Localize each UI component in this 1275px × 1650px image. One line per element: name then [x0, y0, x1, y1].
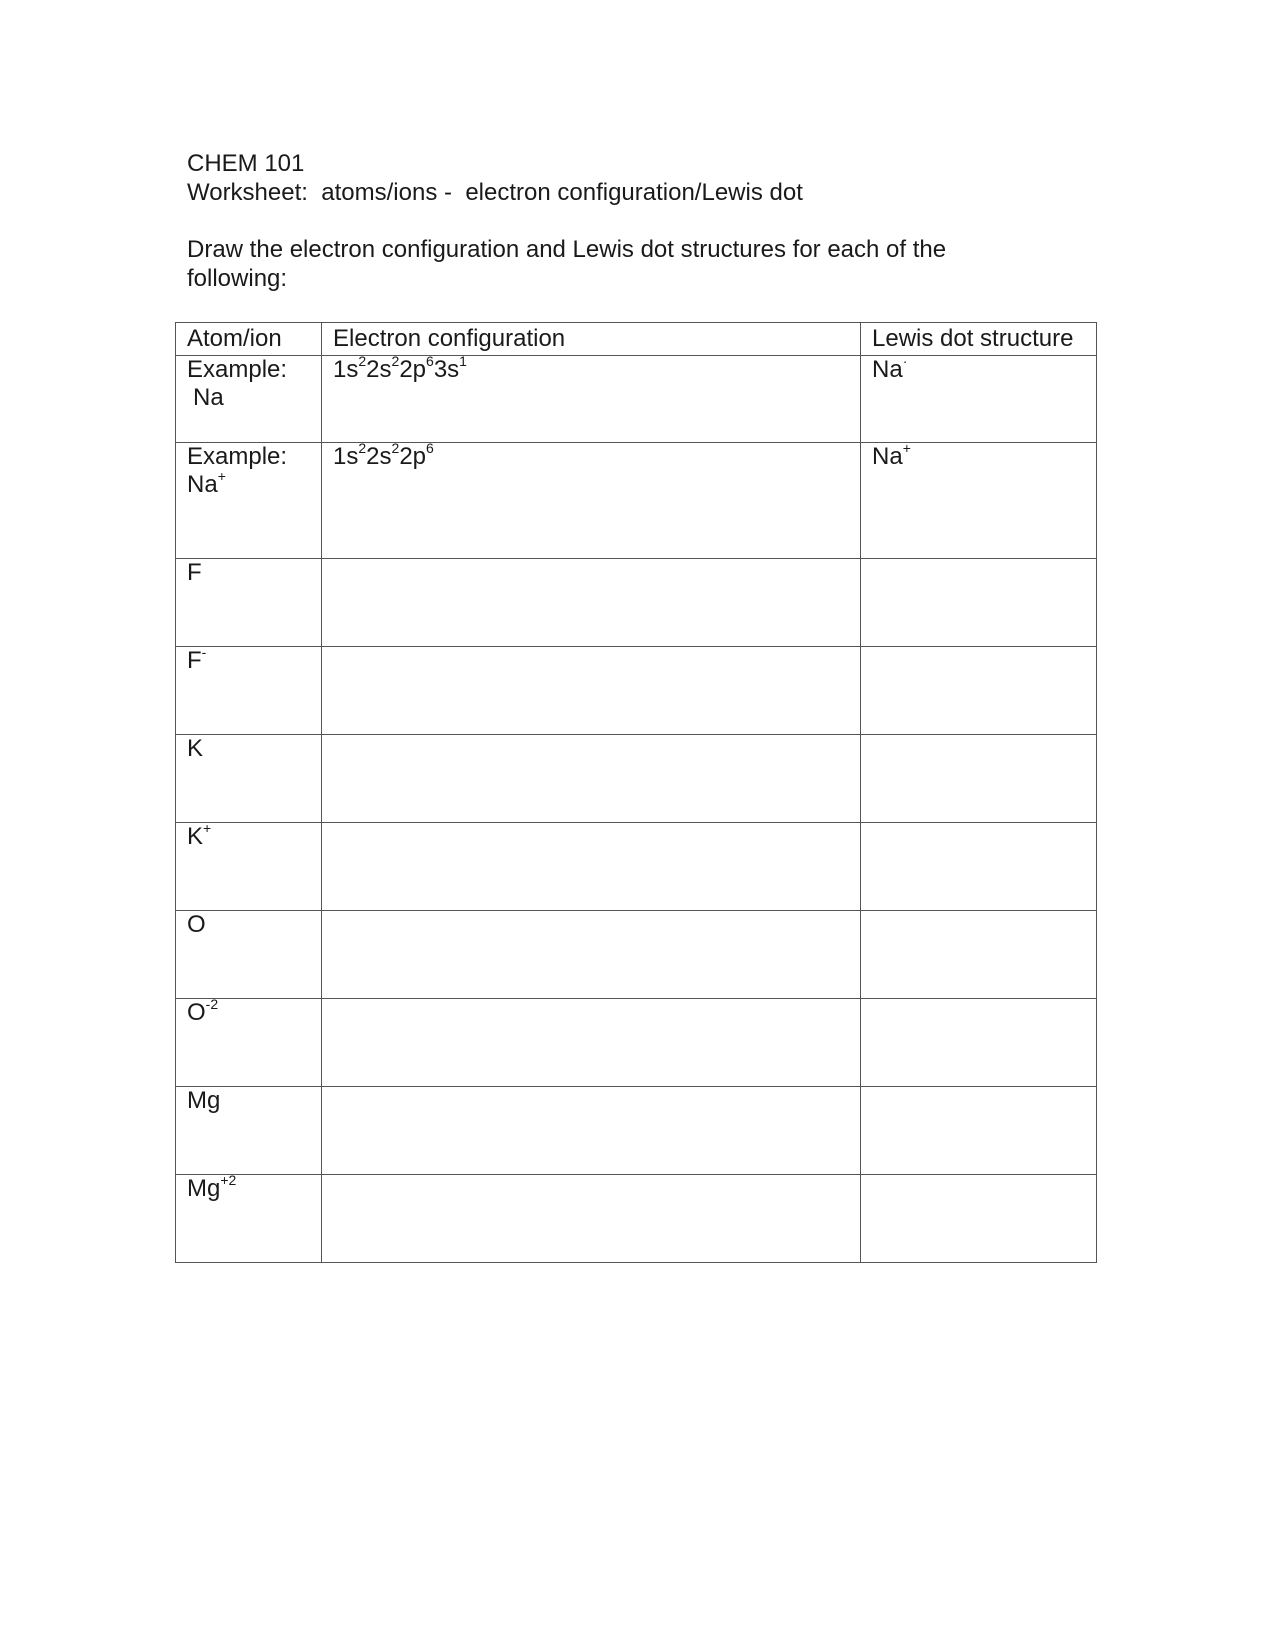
instructions-line-1: Draw the electron configuration and Lewis dot structures for each of the [187, 236, 947, 263]
table-row [176, 1087, 1097, 1175]
lewis-cell [861, 443, 1097, 559]
config-cell [322, 443, 861, 559]
worksheet-table [175, 322, 1097, 1263]
header-lewis-dot-structure: Lewis dot structure [861, 323, 1097, 356]
config-answer-blank[interactable] [322, 911, 861, 999]
atom-cell [176, 443, 322, 559]
atom-symbol: Na [193, 384, 224, 411]
lewis-answer-blank[interactable] [861, 559, 1097, 647]
config-answer-blank[interactable] [322, 559, 861, 647]
atom-cell: $O^{-2}$ [176, 999, 322, 1087]
config-answer-blank[interactable] [322, 735, 861, 823]
example-label: Example: [187, 443, 288, 470]
lewis-cell [861, 356, 1097, 443]
config-answer-blank[interactable] [322, 823, 861, 911]
table-row [176, 647, 1097, 735]
atom-cell: Mg [176, 1087, 322, 1175]
atom-cell: $Mg^{+2}$ [176, 1175, 322, 1263]
table-row [176, 559, 1097, 647]
table-row [176, 911, 1097, 999]
config-answer-blank[interactable] [322, 1175, 861, 1263]
header-atom-ion: Atom/ion [176, 323, 322, 356]
electron-configuration: $1s^22s^22p^6$ [333, 442, 434, 470]
worksheet-title: Worksheet: atoms/ions - electron configuration/Lewis dot [187, 179, 803, 206]
lewis-answer-blank[interactable] [861, 1087, 1097, 1175]
lewis-answer-blank[interactable] [861, 1175, 1097, 1263]
table-row [176, 1175, 1097, 1263]
config-answer-blank[interactable] [322, 647, 861, 735]
atom-cell [176, 356, 322, 443]
atom-symbol: Na+ [187, 468, 226, 498]
table-row [176, 823, 1097, 911]
lewis-answer-blank[interactable] [861, 999, 1097, 1087]
instructions-line-2: following: [187, 265, 288, 292]
electron-configuration: $1s^22s^22p^63s^1$ [333, 355, 467, 383]
atom-cell: F- [176, 647, 322, 735]
atom-cell: O [176, 911, 322, 999]
lewis-answer-blank[interactable] [861, 823, 1097, 911]
lewis-answer-blank[interactable] [861, 647, 1097, 735]
config-cell [322, 356, 861, 443]
config-answer-blank[interactable] [322, 1087, 861, 1175]
table-row [176, 735, 1097, 823]
atom-cell: F [176, 559, 322, 647]
example-row-na [176, 356, 1097, 443]
example-row-na-plus [176, 443, 1097, 559]
lewis-answer-blank[interactable] [861, 735, 1097, 823]
header-electron-configuration: Electron configuration [322, 323, 861, 356]
course-title: CHEM 101 [187, 150, 305, 177]
lewis-answer-blank[interactable] [861, 911, 1097, 999]
table-header-row [176, 323, 1097, 356]
atom-cell: K+ [176, 823, 322, 911]
atom-cell: K [176, 735, 322, 823]
lewis-structure: Na· [872, 355, 908, 383]
config-answer-blank[interactable] [322, 999, 861, 1087]
example-label: Example: [187, 356, 288, 383]
lewis-structure: Na+ [872, 442, 911, 470]
table-row [176, 999, 1097, 1087]
